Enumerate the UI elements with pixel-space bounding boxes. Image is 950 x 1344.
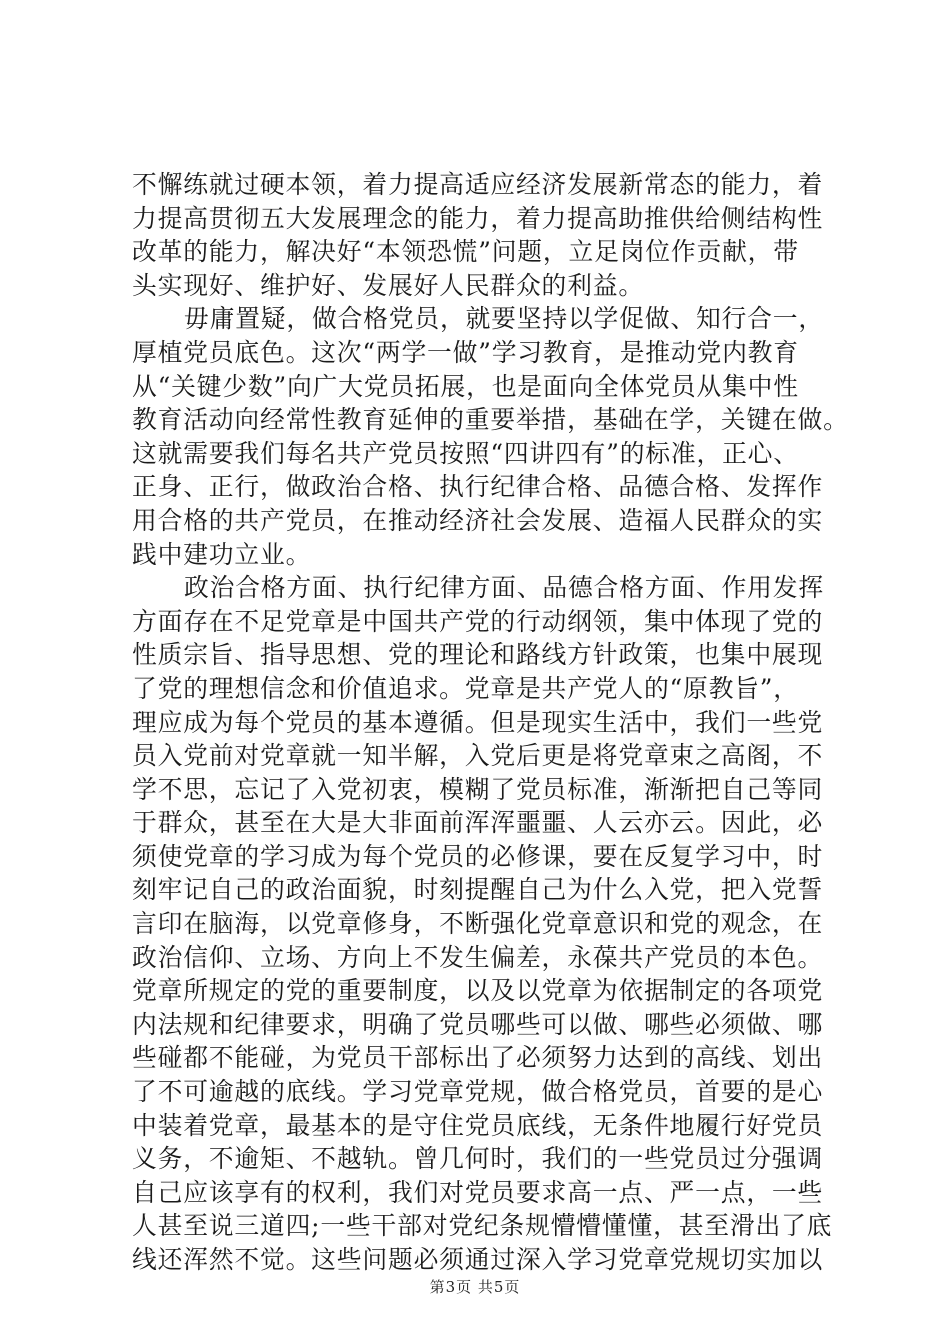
text-line: 员入党前对党章就一知半解，入党后更是将党章束之高阁，不 [132, 741, 824, 771]
document-body [132, 168, 849, 1277]
text-line: 中装着党章，最基本的是守住党员底线，无条件地履行好党员 [132, 1110, 824, 1140]
text-line: 理应成为每个党员的基本遵循。但是现实生活中，我们一些党 [132, 707, 824, 737]
text-line: 从“关键少数”向广大党员拓展，也是面向全体党员从集中性 [132, 371, 799, 401]
text-line: 内法规和纪律要求，明确了党员哪些可以做、哪些必须做、哪 [132, 1009, 824, 1039]
text-line: 线还浑然不觉。这些问题必须通过深入学习党章党规切实加以 [132, 1245, 824, 1274]
text-line: 改革的能力，解决好“本领恐慌”问题，立足岗位作贡献，带 [132, 237, 799, 267]
text-line: 力提高贯彻五大发展理念的能力，着力提高助推供给侧结构性 [132, 203, 824, 233]
text-line: 用合格的共产党员，在推动经济社会发展、造福人民群众的实 [132, 505, 824, 535]
text-line: 方面存在不足党章是中国共产党的行动纲领，集中体现了党的 [132, 606, 824, 636]
text-line: 政治合格方面、执行纪律方面、品德合格方面、作用发挥 [184, 573, 824, 603]
text-line: 毋庸置疑，做合格党员，就要坚持以学促做、知行合一， [184, 304, 824, 334]
text-line: 党章所规定的党的重要制度，以及以党章为依据制定的各项党 [132, 976, 824, 1006]
text-line: 践中建功立业。 [132, 539, 312, 569]
page-footer: 第3页 共5页 [429, 1278, 521, 1296]
text-line: 性质宗旨、指导思想、党的理论和路线方针政策，也集中展现 [132, 640, 824, 670]
text-line: 教育活动向经常性教育延伸的重要举措，基础在学，关键在做。 [132, 405, 849, 435]
text-line: 了不可逾越的底线。学习党章党规，做合格党员，首要的是心 [132, 1077, 824, 1107]
text-line: 些碰都不能碰，为党员干部标出了必须努力达到的高线、划出 [132, 1043, 824, 1073]
text-line: 头实现好、维护好、发展好人民群众的利益。 [132, 270, 644, 300]
text-line: 人甚至说三道四;一些干部对党纪条规懵懵懂懂，甚至滑出了底 [132, 1211, 833, 1241]
text-line: 自己应该享有的权利，我们对党员要求高一点、严一点，一些 [132, 1177, 824, 1207]
text-line: 正身、正行，做政治合格、执行纪律合格、品德合格、发挥作 [132, 472, 824, 502]
text-line: 这就需要我们每名共产党员按照“四讲四有”的标准，正心、 [132, 438, 799, 468]
text-line: 须使党章的学习成为每个党员的必修课，要在反复学习中，时 [132, 841, 824, 871]
text-line: 义务，不逾矩、不越轨。曾几何时，我们的一些党员过分强调 [132, 1144, 824, 1174]
text-line: 不懈练就过硬本领，着力提高适应经济发展新常态的能力，着 [132, 170, 824, 199]
text-line: 政治信仰、立场、方向上不发生偏差，永葆共产党员的本色。 [132, 942, 824, 972]
text-line: 言印在脑海，以党章修身，不断强化党章意识和党的观念，在 [132, 909, 824, 939]
text-line: 学不思，忘记了入党初衷，模糊了党员标准，渐渐把自己等同 [132, 774, 824, 804]
text-line: 刻牢记自己的政治面貌，时刻提醒自己为什么入党，把入党誓 [132, 875, 824, 905]
text-line: 了党的理想信念和价值追求。党章是共产党人的“原教旨”， [132, 673, 799, 703]
text-line: 厚植党员底色。这次“两学一做”学习教育，是推动党内教育 [132, 337, 799, 367]
text-line: 于群众，甚至在大是大非面前浑浑噩噩、人云亦云。因此，必 [132, 808, 824, 838]
